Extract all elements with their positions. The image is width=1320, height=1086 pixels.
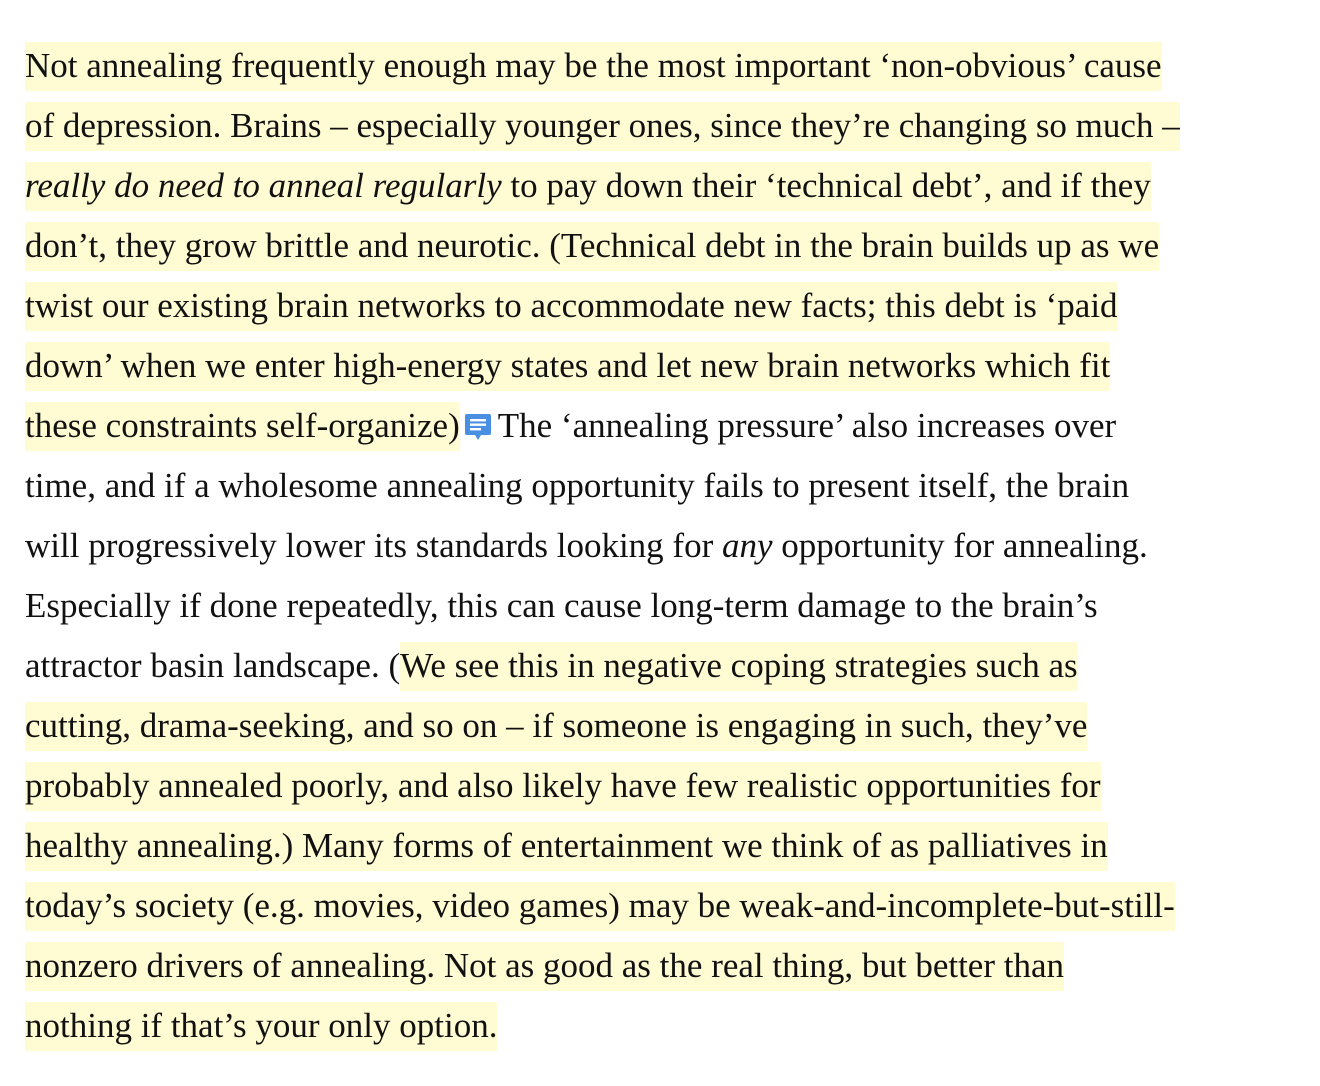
text-segment: attractor basin landscape. (: [25, 646, 401, 685]
comment-note-icon[interactable]: [464, 412, 492, 442]
highlighted-text[interactable]: nothing if that’s your only option.: [25, 1002, 497, 1051]
text-line: [25, 816, 1290, 876]
text-segment: opportunity for annealing.: [772, 526, 1148, 565]
highlighted-text[interactable]: of depression. Brains – especially younger ones, since they’re changing so much –: [25, 102, 1180, 151]
emphasized-text: any: [721, 526, 773, 565]
text-segment: time, and if a wholesome annealing opportunity fails to present itself, the brain: [25, 466, 1130, 505]
highlighted-text[interactable]: cutting, drama-seeking, and so on – if someone is engaging in such, they’ve: [25, 702, 1087, 751]
highlighted-text[interactable]: these constraints self-organize): [25, 402, 460, 451]
highlighted-text[interactable]: healthy annealing.) Many forms of entertainment we think of as palliatives in: [25, 822, 1108, 871]
text-line: [25, 516, 1290, 576]
text-line: [25, 276, 1290, 336]
text-line: [25, 396, 1290, 456]
text-segment: The ‘annealing pressure’ also increases over: [497, 406, 1117, 445]
text-line: [25, 456, 1290, 516]
text-line: [25, 696, 1290, 756]
highlighted-text[interactable]: probably annealed poorly, and also likely have few realistic opportunities for: [25, 762, 1101, 811]
text-line: [25, 216, 1290, 276]
text-line: [25, 336, 1290, 396]
text-line: [25, 636, 1290, 696]
highlighted-text[interactable]: down’ when we enter high-energy states and let new brain networks which fit: [25, 342, 1110, 391]
text-segment: Especially if done repeatedly, this can cause long-term damage to the brain’s: [25, 586, 1098, 625]
highlighted-text[interactable]: today’s society (e.g. movies, video games) may be weak-and-incomplete-but-still-: [25, 882, 1175, 931]
text-line: [25, 576, 1290, 636]
text-line: [25, 876, 1290, 936]
highlighted-text[interactable]: twist our existing brain networks to accommodate new facts; this debt is ‘paid: [25, 282, 1118, 331]
highlighted-text[interactable]: We see this in negative coping strategies such as: [400, 642, 1078, 691]
highlighted-text[interactable]: nonzero drivers of annealing. Not as good as the real thing, but better than: [25, 942, 1064, 991]
text-line: [25, 996, 1290, 1056]
text-line: [25, 936, 1290, 996]
highlighted-text[interactable]: [25, 162, 1151, 211]
highlighted-text[interactable]: don’t, they grow brittle and neurotic. (Technical debt in the brain builds up as we: [25, 222, 1159, 271]
text-line: [25, 756, 1290, 816]
article-paragraph: [25, 36, 1290, 1056]
text-line: [25, 156, 1290, 216]
text-segment: will progressively lower its standards looking for: [25, 526, 722, 565]
emphasized-text: really do need to anneal regularly: [25, 166, 502, 205]
text-segment: to pay down their ‘technical debt’, and if they: [501, 166, 1151, 205]
highlighted-text[interactable]: Not annealing frequently enough may be the most important ‘non-obvious’ cause: [25, 42, 1162, 91]
text-line: [25, 96, 1290, 156]
text-line: [25, 36, 1290, 96]
